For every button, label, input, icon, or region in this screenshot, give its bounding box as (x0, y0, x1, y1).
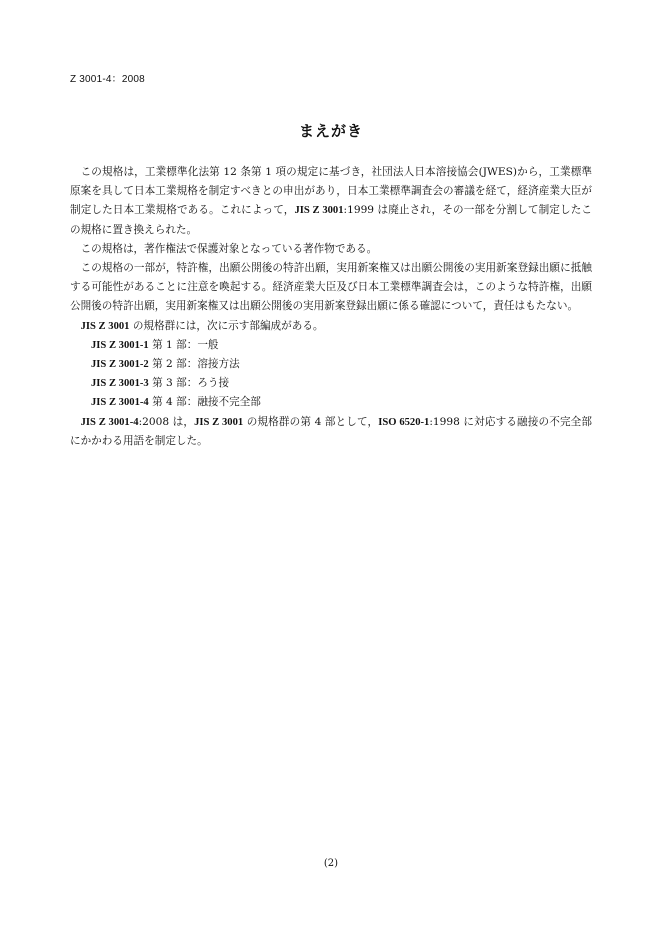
paragraph-part-structure (70, 317, 592, 336)
part-list-item (70, 336, 592, 355)
paragraph-patent-notice: この規格の一部が，特許権，出願公開後の特許出願，実用新案権又は出願公開後の実用新案登録出願に抵触する可能性があることに注意を喚起する。経済産業大臣及び日本工業標準調査会は，このような特許権，出願公開後の特許出願，実用新案権又は出願公開後の実用新案登録出願に係る確認について，責任はもたない。 (70, 262, 592, 313)
part-code: JIS Z 3001-1 (91, 339, 149, 351)
paragraph-correspondence-text-1: :2008 は， (138, 415, 195, 428)
part-description: 第 1 部：一般 (152, 338, 219, 351)
document-number: Z 3001-4：2008 (70, 74, 145, 85)
part-list-item (70, 355, 592, 374)
part-description: 第 4 部：融接不完全部 (152, 396, 261, 409)
paragraph-correspondence (70, 413, 592, 451)
part-description: 第 3 部：ろう接 (152, 377, 230, 390)
document-body (70, 163, 592, 451)
part-code: JIS Z 3001-3 (91, 378, 149, 390)
paragraph-enactment-standard-ref: JIS Z 3001 (294, 205, 344, 217)
part-list-item (70, 393, 592, 412)
paragraph-part-structure-text: の規格群には，次に示す部編成がある。 (129, 319, 324, 332)
paragraph-correspondence-text-2: の規格群の第 4 部として， (243, 415, 379, 428)
page-title: まえがき (298, 122, 363, 140)
paragraph-correspondence-series-ref: JIS Z 3001 (194, 416, 244, 428)
part-code: JIS Z 3001-2 (91, 359, 149, 371)
part-list (70, 336, 592, 413)
paragraph-enactment-text-1: この規格は，工業標準化法第 12 条第 1 項の規定に基づき，社団法人日本溶接協会(JWES)から，工業標準原案を具して日本工業規格を制定すべきとの申出があり，日本工業標準調査会の審議を経て，経済産業大臣が制定した日本工業規格である。これによって， (70, 166, 592, 217)
paragraph-correspondence-standard-ref: JIS Z 3001-4 (80, 416, 139, 428)
part-code: JIS Z 3001-4 (91, 397, 149, 409)
paragraph-copyright: この規格は，著作権法で保護対象となっている著作物である。 (80, 242, 378, 255)
paragraph-enactment (70, 163, 592, 240)
page-number: (2) (323, 858, 339, 869)
paragraph-enactment-text-2: :1999 は廃止され，その一部を分割して制定したこの規格に置き換えられた。 (70, 204, 592, 236)
paragraph-correspondence-iso-ref: ISO 6520-1 (378, 416, 430, 428)
part-list-item (70, 374, 592, 393)
paragraph-part-structure-standard-ref: JIS Z 3001 (80, 320, 130, 332)
part-description: 第 2 部：溶接方法 (152, 358, 240, 371)
paragraph-correspondence-text-3: :1998 に対応する融接の不完全部にかかわる用語を制定した。 (70, 415, 592, 447)
